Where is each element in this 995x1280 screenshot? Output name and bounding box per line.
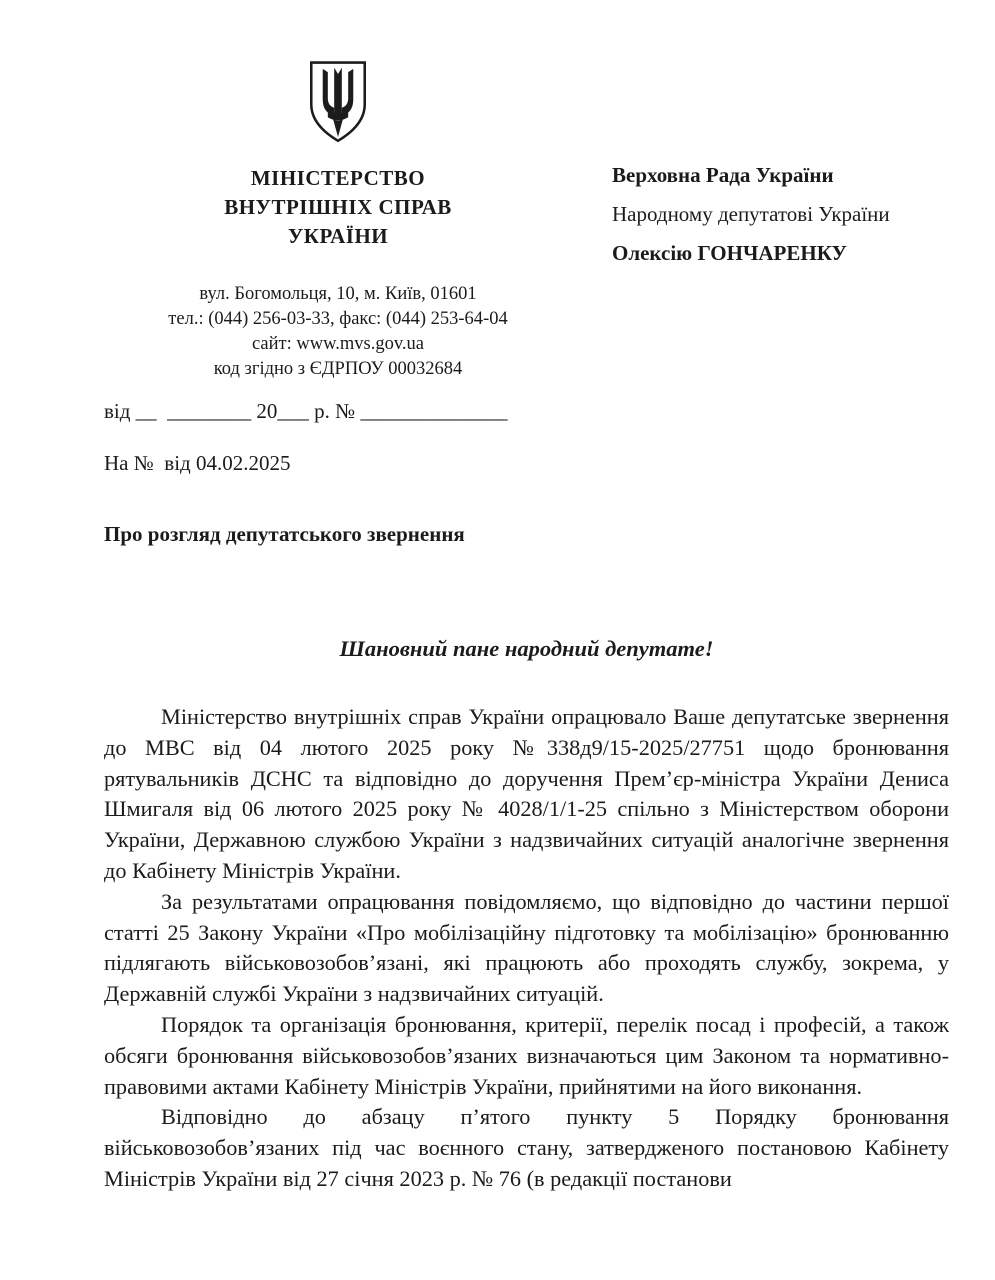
recipient-header-block <box>612 162 962 279</box>
body-paragraph-4: Відповідно до абзацу п’ятого пункту 5 Порядку бронювання військовозобов’язаних під час воєнного стану, затвердженого постановою Кабінету Міністрів України від 27 січня 2023 р. № 76 (в редакції постанови <box>104 1104 949 1191</box>
ministry-name-line: УКРАЇНИ <box>287 224 389 248</box>
subject-line: Про розгляд депутатського звернення <box>104 522 465 546</box>
letter-body <box>104 702 949 1195</box>
recipient-name: Олексію ГОНЧАРЕНКУ <box>612 241 847 265</box>
sender-header-block <box>108 60 568 382</box>
body-paragraph-2: За результатами опрацювання повідомляємо, що відповідно до частини першої статті 25 Закону України «Про мобілізаційну підготовку та мобілізацію» бронюванню підлягають військовозобов’язані, які працюють або проходять службу, зокрема, у Державній службі України з надзвичайних ситуацій. <box>104 888 949 1007</box>
body-paragraph-1: Міністерство внутрішніх справ України опрацювало Ваше депутатське звернення до МВС від 04 лютого 2025 року №338д9/15-2025/27751 щодо бронювання рятувальників ДСНС та відповідно до доручення Прем’єр-міністра України Дениса Шмигаля від 06 лютого 2025 року № 4028/1/1-25 спільно з Міністерством оборони України, Державною службою України з надзвичайних ситуацій аналогічне звернення до Кабінету Міністрів України. <box>104 704 949 883</box>
ministry-name-line: ВНУТРІШНІХ СПРАВ <box>224 195 452 219</box>
reference-date-blank-line: від __ ________ 20___ р. № ______________ <box>104 399 508 423</box>
ministry-address-line: тел.: (044) 256-03-33, факс: (044) 253-64-04 <box>168 309 508 329</box>
salutation: Шановний пане народний депутате! <box>339 636 714 661</box>
ministry-name-line: МІНІСТЕРСТВО <box>250 166 426 190</box>
ministry-address <box>108 282 568 382</box>
recipient-role: Народному депутатові України <box>612 202 890 226</box>
recipient-org: Верховна Рада України <box>612 163 834 187</box>
ministry-address-line: код згідно з ЄДРПОУ 00032684 <box>213 359 463 379</box>
ministry-address-line: вул. Богомольця, 10, м. Київ, 01601 <box>199 284 477 304</box>
ministry-name <box>108 164 568 251</box>
reference-incoming-number-line: На № від 04.02.2025 <box>104 451 291 475</box>
ministry-address-line: сайт: www.mvs.gov.ua <box>251 334 424 354</box>
body-paragraph-3: Порядок та організація бронювання, критерії, перелік посад і професій, а також обсяги бронювання військовозобов’язаних визначаються цим Законом та нормативно-правовими актами Кабінету Міністрів України, прийнятими на його виконання. <box>104 1011 949 1099</box>
ukraine-trident-emblem-icon <box>306 60 370 144</box>
